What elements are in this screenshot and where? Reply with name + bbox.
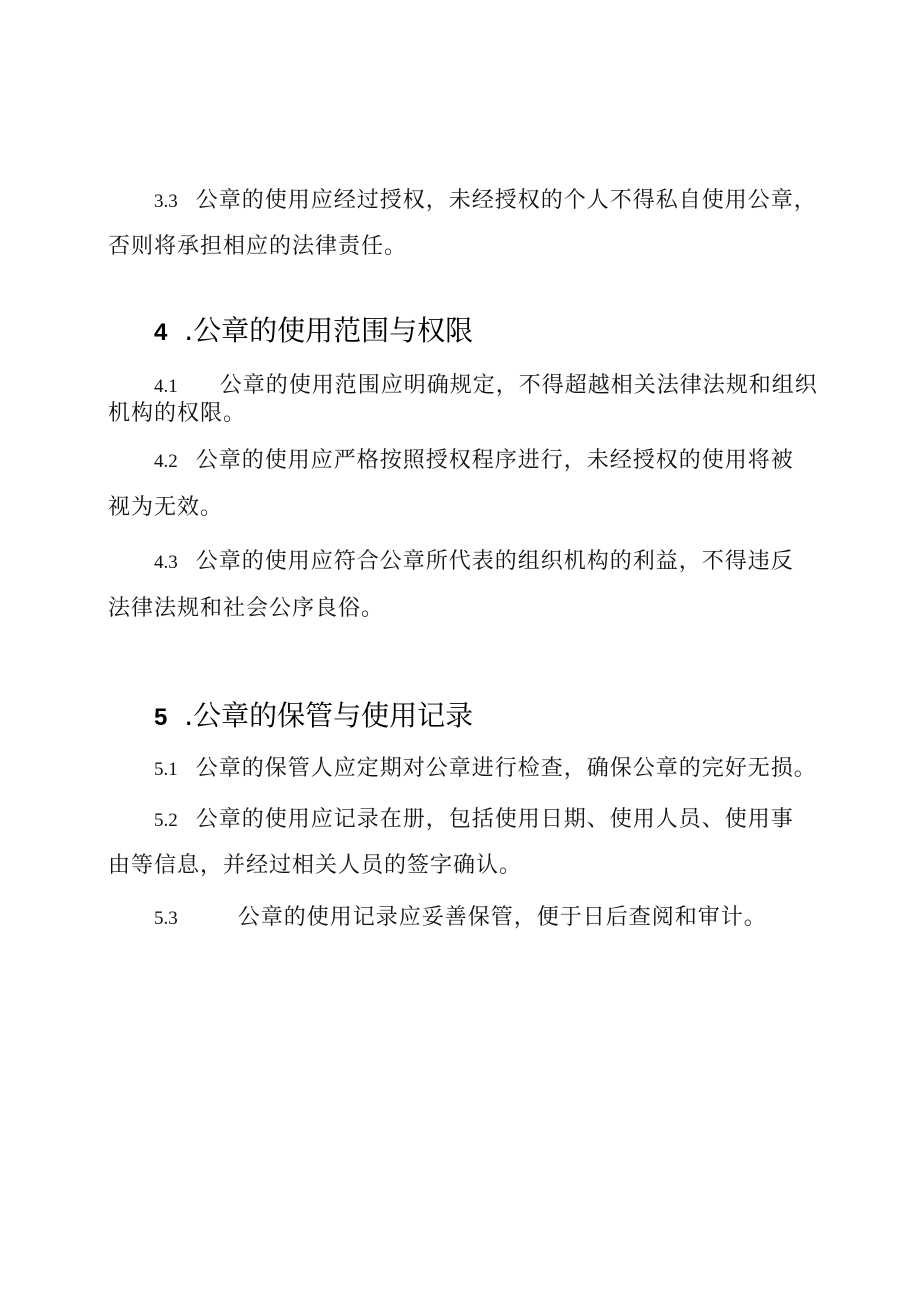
clause-text-line1: 公章的使用应严格按照授权程序进行，未经授权的使用将被 [195,448,794,473]
heading-text: .公章的使用范围与权限 [184,314,474,347]
clause-text-line2: 法律法规和社会公序良俗。 [108,596,385,621]
clause-number: 4.3 [154,552,178,573]
section-heading-4 [154,309,473,349]
clause-text-line2: 否则将承担相应的法律责任。 [108,234,408,259]
clause-number: 4.2 [154,451,178,472]
clause-number: 4.1 [154,376,178,397]
clause-text-line1: 公章的使用应符合公章所代表的组织机构的利益，不得违反 [195,549,794,574]
section-heading-5 [154,694,473,734]
clause-number: 5.1 [154,759,178,780]
heading-text: .公章的保管与使用记录 [184,699,474,732]
heading-number: 5 [154,704,168,731]
clause-number: 5.3 [154,908,178,929]
clause-text-line2: 由等信息，并经过相关人员的签字确认。 [108,853,523,878]
clause-number: 3.3 [154,191,178,212]
clause-text-line1: 公章的使用记录应妥善保管，便于日后查阅和审计。 [237,905,767,930]
clause-text-line2: 视为无效。 [108,495,224,520]
heading-number: 4 [154,319,168,346]
clause-text-line1: 公章的使用范围应明确规定，不得超越相关法律法规和组织 [219,373,818,398]
clause-number: 5.2 [154,810,178,831]
clause-text-line2: 机构的权限。 [108,401,247,426]
clause-text-line1: 公章的保管人应定期对公章进行检查，确保公章的完好无损。 [195,756,817,781]
clause-text-line1: 公章的使用应经过授权，未经授权的个人不得私自使用公章， [195,188,817,213]
clause-text-line1: 公章的使用应记录在册，包括使用日期、使用人员、使用事 [195,807,794,832]
